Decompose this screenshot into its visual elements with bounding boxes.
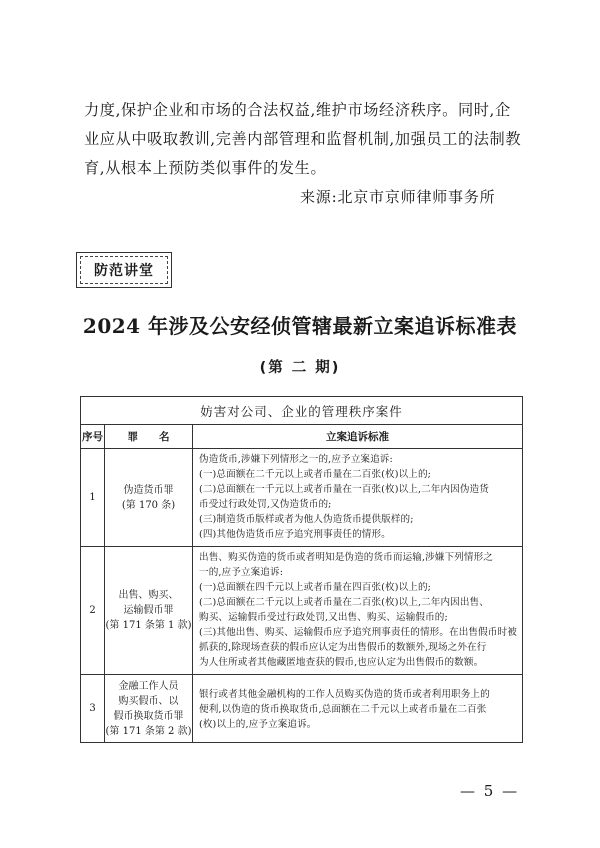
crime-name-line: 购买假币、以 xyxy=(118,695,179,707)
standard-line: 出售、购买伪造的货币或者明知是伪造的货币而运输,涉嫌下列情形之 xyxy=(199,552,493,563)
table-caption: 妨害对公司、企业的管理秩序案件 xyxy=(81,397,523,425)
row-crime-name xyxy=(105,675,193,743)
header-name: 罪 名 xyxy=(105,425,193,449)
crime-name-line: 伪造货币罪 xyxy=(123,484,174,496)
crime-name-line: (第 171 条第 1 款) xyxy=(105,620,192,631)
standards-table xyxy=(80,396,523,743)
header-standard: 立案追诉标准 xyxy=(193,425,523,449)
standard-line: (三)制造货币版样或者为他人伪造货币提供版样的; xyxy=(199,514,414,525)
standard-line: (二)总面额在一千元以上或者币量在一百张(枚)以上,二年内因伪造货 xyxy=(199,484,489,495)
table-row xyxy=(81,675,523,743)
table-row xyxy=(81,449,523,547)
crime-name-line: 金融工作人员 xyxy=(118,680,179,692)
table-row xyxy=(81,547,523,675)
row-crime-name xyxy=(105,449,193,547)
crime-name-line: (第 170 条) xyxy=(121,499,176,511)
intro-line: 业应从中吸取教训,完善内部管理和监督机制,加强员工的法制教 xyxy=(84,130,522,148)
doc-title: 2024 年涉及公安经侦管辖最新立案追诉标准表 xyxy=(82,314,518,338)
doc-subtitle: (第 二 期) xyxy=(259,360,341,376)
row-standard xyxy=(193,449,523,547)
row-seq: 2 xyxy=(81,547,105,675)
standard-line: (二)总面额在二千元以上或者币量在二百张(枚)以上,二年内因出售、 xyxy=(199,597,489,608)
intro-line: 力度,保护企业和市场的合法权益,维护市场经济秩序。同时,企 xyxy=(84,101,511,119)
standard-line: (枚)以上的,应予立案追诉。 xyxy=(199,718,317,730)
crime-name-line: 出售、购买、 xyxy=(118,590,179,601)
crime-name-line: (第 171 条第 2 款) xyxy=(105,725,192,737)
standard-line: 币受过行政处罚,又伪造货币的; xyxy=(199,499,332,510)
standard-line: 购买、运输假币受过行政处罚,又出售、购买、运输假币的; xyxy=(199,612,448,623)
page-number: — 5 — xyxy=(460,782,520,800)
standard-line: 一的,应予立案追诉: xyxy=(199,567,284,578)
standard-line: (四)其他伪造货币应予追究刑事责任的情形。 xyxy=(199,529,391,540)
row-standard xyxy=(193,675,523,743)
standard-line: 银行或者其他金融机构的工作人员购买伪造的货币或者利用职务上的 xyxy=(199,688,490,700)
crime-name-line: 运输假币罪 xyxy=(123,605,174,616)
header-seq: 序号 xyxy=(81,425,105,449)
standard-line: 伪造货币,涉嫌下列情形之一的,应予立案追诉: xyxy=(199,454,393,465)
table-header-row xyxy=(81,425,523,449)
standard-line: 为人住所或者其他藏匿地查获的假币,也应认定为出售假币的数额。 xyxy=(199,657,484,668)
row-standard xyxy=(193,547,523,675)
standard-line: (三)其他出售、购买、运输假币应予追究刑事责任的情形。在出售假币时被 xyxy=(199,627,517,638)
source-line: 来源:北京市京师律师事务所 xyxy=(300,188,496,206)
row-seq: 1 xyxy=(81,449,105,547)
row-seq: 3 xyxy=(81,675,105,743)
section-badge xyxy=(76,252,172,288)
intro-paragraph xyxy=(84,96,520,183)
standard-line: 抓获的,除现场查获的假币应认定为出售假币的数额外,现场之外在行 xyxy=(199,642,487,653)
standard-line: (一)总面额在四千元以上或者币量在四百张(枚)以上的; xyxy=(199,582,431,593)
section-badge-label: 防范讲堂 xyxy=(80,256,168,284)
intro-line: 育,从根本上预防类似事件的发生。 xyxy=(84,159,327,177)
standard-line: 便利,以伪造的货币换取货币,总面额在二千元以上或者币量在二百张 xyxy=(199,703,487,715)
standard-line: (一)总面额在二千元以上或者币量在二百张(枚)以上的; xyxy=(199,469,431,480)
crime-name-line: 假币换取货币罪 xyxy=(113,710,184,722)
row-crime-name xyxy=(105,547,193,675)
